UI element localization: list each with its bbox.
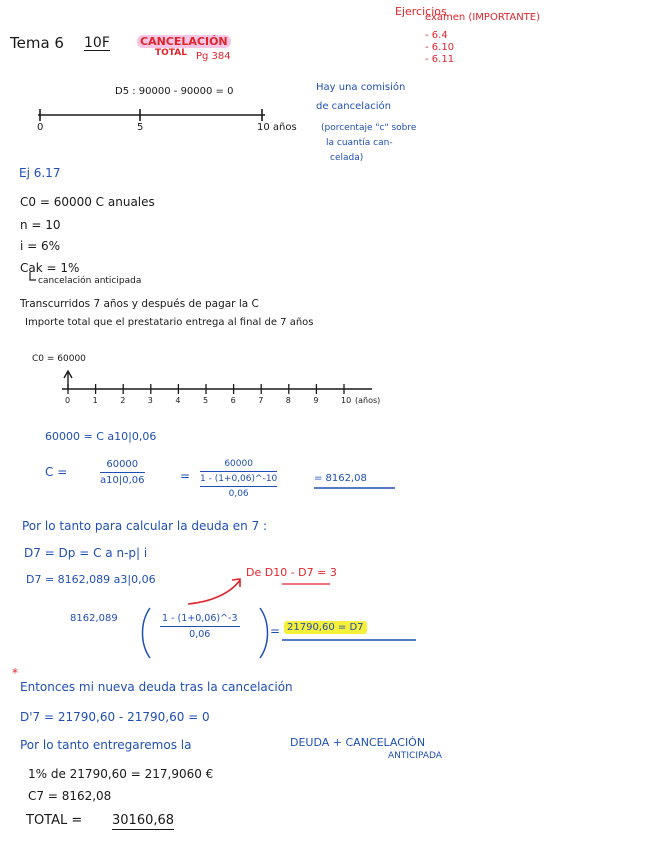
commission-calc: 1% de 21790,60 = 217,9060 € [28,767,214,781]
new-debt-line: Entonces mi nueva deuda tras la cancelación [20,680,293,694]
tema-code: 10F [84,35,110,51]
entregaremos-line: Por lo tanto entregaremos la [20,738,192,752]
d7-formula: D7 = Dp = C a n-p| i [24,546,148,560]
timeline-2-unit: (años) [355,396,381,405]
commission-note: celada) [330,153,364,163]
timeline-1-tick-label: 5 [137,122,144,133]
commission-note: de cancelación [316,101,391,112]
timeline-2-tick-label: 6 [230,396,236,405]
deuda-cancelacion: DEUDA + CANCELACIÓN [290,736,426,749]
timeline-2-tick-label: 4 [175,396,181,405]
deuda-en-7-line: Por lo tanto para calcular la deuda en 7 : [22,519,268,533]
timeline-1-tick-label: 0 [37,122,44,133]
c7-line: C7 = 8162,08 [28,789,112,803]
eq2-equals: = [180,469,191,483]
total-label: TOTAL = [26,813,83,828]
d7-prime-line: D'7 = 21790,60 - 21790,60 = 0 [20,710,210,724]
timeline-2-tick-label: 0 [65,396,71,405]
timeline-2-tick-label: 3 [147,396,153,405]
timeline-2-tick-label: 7 [258,396,264,405]
topic-line-2: TOTAL [155,48,187,58]
commission-note: la cuantía can- [326,138,393,148]
timeline-2-tick-label: 10 [341,396,352,405]
eq2-fraction-1: $\frac{60000}{a10|0,06}$ [100,459,145,486]
eq2-fraction-2: 60000 1 - (1+0,06)^-10 0,06 [200,459,278,499]
anticipada: ANTICIPADA [388,751,442,761]
exercise-title: Ej 6.17 [19,166,61,180]
d7-value: D7 = 8162,089 a3|0,06 [26,573,156,586]
given-n: n = 10 [20,218,61,232]
given-i: i = 6% [20,239,61,253]
star-mark: * [12,666,18,680]
timeline-2-tick-label: 2 [120,396,126,405]
commission-note: Hay una comisión [316,82,406,93]
d5-formula: D5 : 90000 - 90000 = 0 [115,86,234,97]
commission-note: (porcentaje "c" sobre [321,123,417,133]
exam-title-1: Ejercicios [395,5,447,18]
arrow-note: De D10 - D7 = 3 [246,566,337,579]
given-cak: Cak = 1% [20,261,80,275]
statement-1: Transcurridos 7 años y después de pagar la C [20,298,259,310]
exam-item: - 6.10 [425,42,455,53]
timeline-2-start-label: C0 = 60000 [32,354,86,364]
tema-title: Tema 6 [10,34,64,52]
statement-2: Importe total que el prestatario entrega al final de 7 años [25,317,314,328]
final-coef: 8162,089 [70,613,118,624]
eq-60000: 60000 = C a10|0,06 [45,430,157,443]
final-equals: = [270,624,281,638]
topic-line-1: CANCELACIÓN [137,36,231,47]
timeline-2-tick-label: 8 [285,396,291,405]
timeline-2-tick-label: 5 [203,396,209,405]
final-result: 21790,60 = D7 [284,623,367,633]
given-c0: C0 = 60000 C anuales [20,195,155,209]
timeline-2-tick-label: 1 [92,396,98,405]
exam-item: - 6.11 [425,54,455,65]
final-fraction: $\frac{1 - (1+0,06)\^{}-3}{0,06}$ [162,613,238,640]
eq2-result: = 8162,08 [314,473,367,484]
exam-item: - 6.4 [425,30,448,41]
timeline-2-tick-label: 9 [313,396,319,405]
page-ref: Pg 384 [196,51,231,62]
total-value: 30160,68 [112,813,175,828]
exam-title-2: examen (IMPORTANTE) [425,12,541,23]
cak-note: cancelación anticipada [38,276,142,286]
eq2-lhs: C = [45,465,68,479]
timeline-1-tick-label: 10 años [257,122,297,133]
